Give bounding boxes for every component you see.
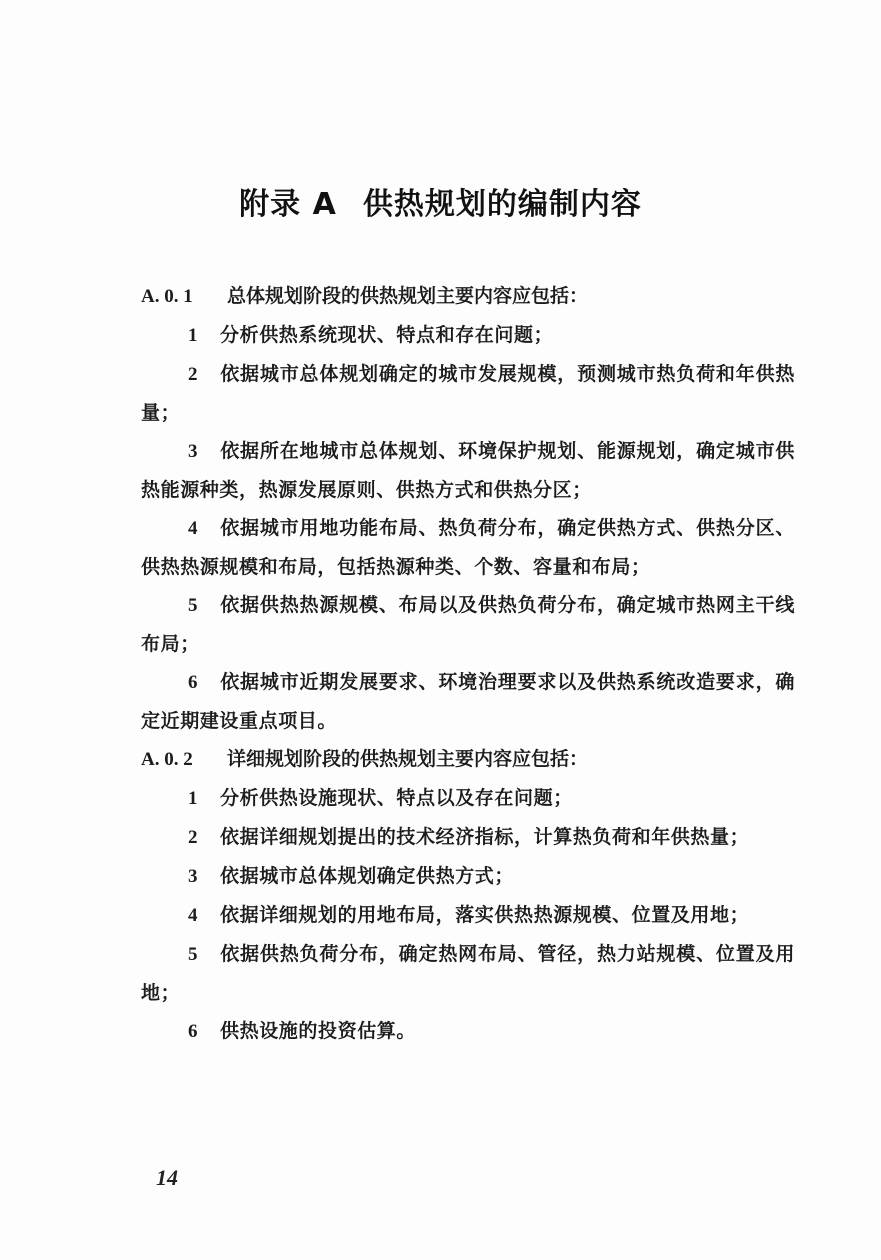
list-item bbox=[141, 586, 795, 663]
item-text: 依据城市总体规划确定的城市发展规模，预测城市热负荷和年供热量； bbox=[141, 363, 795, 424]
section-heading-text: 总体规划阶段的供热规划主要内容应包括： bbox=[227, 285, 589, 307]
item-text: 依据城市总体规划确定供热方式； bbox=[220, 865, 515, 887]
item-text: 依据城市用地功能布局、热负荷分布，确定供热方式、供热分区、供热热源规模和布局，包括热源种类、个数、容量和布局； bbox=[141, 517, 795, 578]
item-number: 4 bbox=[188, 905, 199, 926]
document-body bbox=[141, 277, 795, 1051]
item-number: 3 bbox=[188, 441, 199, 462]
item-number: 3 bbox=[188, 866, 199, 887]
item-text: 分析供热设施现状、特点以及存在问题； bbox=[220, 787, 573, 809]
item-text: 依据城市近期发展要求、环境治理要求以及供热系统改造要求，确定近期建设重点项目。 bbox=[141, 671, 795, 732]
list-item bbox=[141, 663, 795, 740]
list-item bbox=[141, 432, 795, 509]
item-number: 2 bbox=[188, 364, 199, 385]
item-text: 依据详细规划的用地布局，落实供热热源规模、位置及用地； bbox=[220, 904, 750, 926]
list-item bbox=[141, 355, 795, 432]
list-item bbox=[141, 896, 795, 935]
page-number: 14 bbox=[156, 1165, 178, 1190]
appendix-title: 供热规划的编制内容 bbox=[362, 187, 642, 222]
item-text: 供热设施的投资估算。 bbox=[220, 1020, 417, 1042]
list-item bbox=[141, 316, 795, 355]
list-item bbox=[141, 779, 795, 818]
section-heading-text: 详细规划阶段的供热规划主要内容应包括： bbox=[227, 748, 589, 770]
list-item bbox=[141, 509, 795, 586]
section-heading bbox=[141, 740, 795, 779]
item-number: 2 bbox=[188, 827, 199, 848]
item-text: 分析供热系统现状、特点和存在问题； bbox=[220, 324, 554, 346]
item-number: 5 bbox=[188, 595, 199, 616]
item-number: 6 bbox=[188, 672, 199, 693]
item-number: 5 bbox=[188, 944, 199, 965]
section-number: A. 0. 2 bbox=[141, 749, 193, 770]
list-item bbox=[141, 1012, 795, 1051]
list-item bbox=[141, 818, 795, 857]
item-number: 1 bbox=[188, 788, 199, 809]
item-text: 依据供热热源规模、布局以及供热负荷分布，确定城市热网主干线布局； bbox=[141, 594, 795, 655]
item-text: 依据所在地城市总体规划、环境保护规划、能源规划，确定城市供热能源种类，热源发展原则、供热方式和供热分区； bbox=[141, 440, 795, 501]
list-item bbox=[141, 935, 795, 1012]
appendix-label: 附录 A bbox=[239, 187, 337, 222]
page-title bbox=[0, 183, 881, 227]
section-number: A. 0. 1 bbox=[141, 286, 193, 307]
list-item bbox=[141, 857, 795, 896]
section-heading bbox=[141, 277, 795, 316]
item-text: 依据供热负荷分布，确定热网布局、管径，热力站规模、位置及用地； bbox=[141, 943, 795, 1004]
item-number: 4 bbox=[188, 518, 199, 539]
item-text: 依据详细规划提出的技术经济指标，计算热负荷和年供热量； bbox=[220, 826, 750, 848]
item-number: 6 bbox=[188, 1021, 199, 1042]
item-number: 1 bbox=[188, 325, 199, 346]
